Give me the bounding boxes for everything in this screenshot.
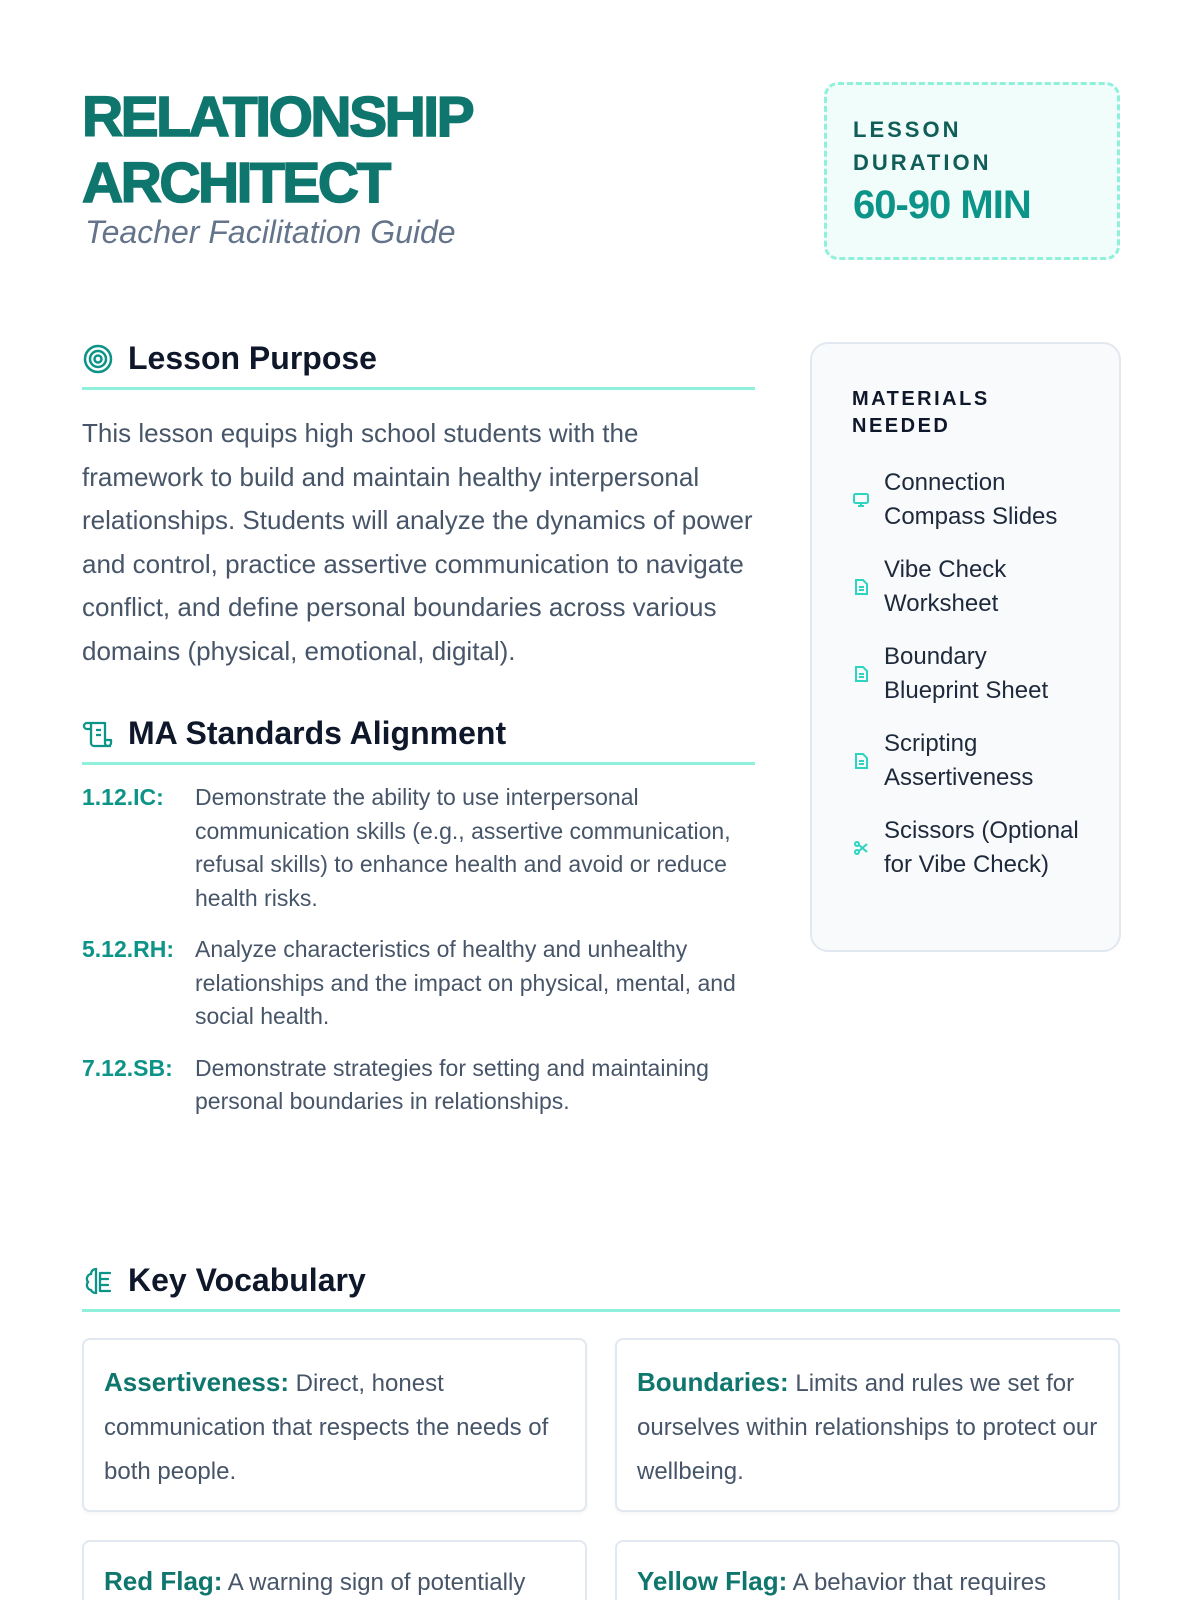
key-vocabulary-section (82, 1262, 1120, 1600)
title-line-2: ARCHITECT (82, 151, 389, 215)
material-label: Scripting Assertiveness (884, 730, 1034, 791)
document-icon (852, 578, 870, 596)
vocabulary-cards (82, 1338, 1120, 1600)
vocab-card (82, 1338, 587, 1512)
vocab-term: Yellow Flag: (637, 1566, 788, 1596)
materials-heading-line-1: MATERIALS (852, 388, 990, 410)
vocab-term: Red Flag: (104, 1566, 223, 1596)
section-title: Key Vocabulary (128, 1262, 366, 1298)
materials-heading (852, 386, 1079, 440)
scroll-icon (82, 718, 114, 750)
section-title: Lesson Purpose (128, 340, 377, 376)
standard-text: Demonstrate the ability to use interpersonal communication skills (e.g., assertive communication, refusal skills) to enhance health and avoid or reduce health risks. (195, 784, 731, 911)
material-item (852, 553, 1079, 621)
duration-label (853, 113, 1091, 179)
standard-code: 5.12.RH: (82, 936, 175, 962)
document-icon (852, 752, 870, 770)
vocab-definition: A behavior that requires (792, 1569, 1047, 1596)
standards-list (82, 781, 755, 1119)
section-title: MA Standards Alignment (128, 715, 507, 751)
standards-heading (82, 715, 755, 765)
material-label: Vibe Check Worksheet (884, 556, 1007, 617)
title-line-1: RELATIONSHIP (82, 85, 473, 149)
duration-label-line-2: DURATION (853, 150, 992, 175)
vocabulary-heading (82, 1262, 1120, 1312)
standard-text: Analyze characteristics of healthy and unhealthy relationships and the impact on physical, mental, and social health. (195, 936, 736, 1029)
vocab-term: Boundaries: (637, 1367, 789, 1397)
standard-text: Demonstrate strategies for setting and maintaining personal boundaries in relationships. (195, 1054, 709, 1114)
lesson-purpose-text: This lesson equips high school students with the framework to build and maintain healthy interpersonal relationships. Students will analyze the dynamics of power and control, practice assertive communication to navigate conflict, and define personal boundaries across various domains (physical, emotional, digital). (82, 418, 753, 666)
vocab-definition: Limits and rules we set for ourselves within relationships to protect our wellbeing. (637, 1370, 1098, 1485)
vocab-card (82, 1540, 587, 1600)
standard-item (82, 781, 755, 915)
vocab-card (615, 1338, 1120, 1512)
material-item (852, 727, 1079, 795)
main-column (82, 340, 755, 1119)
vocab-card (615, 1540, 1120, 1600)
brain-icon (82, 1265, 114, 1297)
lesson-duration-box (824, 82, 1120, 260)
scissors-icon (852, 839, 870, 857)
document-icon (852, 665, 870, 683)
material-label: Scissors (Optional for Vibe Check) (884, 817, 1079, 878)
duration-label-line-1: LESSON (853, 117, 962, 142)
lesson-purpose-heading (82, 340, 755, 390)
material-label: Connection Compass Slides (884, 469, 1058, 530)
duration-value: 60-90 MIN (853, 183, 1031, 227)
standard-code: 1.12.IC: (82, 784, 164, 810)
presentation-icon (852, 491, 870, 509)
standard-item (82, 933, 755, 1034)
material-item (852, 814, 1079, 882)
page-header (82, 84, 1120, 264)
material-item (852, 640, 1079, 708)
standard-item (82, 1052, 755, 1119)
vocab-definition: A warning sign of potentially (227, 1569, 526, 1596)
standard-code: 7.12.SB: (82, 1054, 173, 1081)
materials-panel (810, 342, 1121, 952)
vocab-definition: Direct, honest communication that respects the needs of both people. (104, 1370, 549, 1485)
material-item (852, 466, 1079, 534)
target-icon (82, 343, 114, 375)
materials-heading-line-2: NEEDED (852, 415, 951, 437)
materials-list (852, 466, 1079, 882)
material-label: Boundary Blueprint Sheet (884, 643, 1049, 704)
vocab-term: Assertiveness: (104, 1367, 289, 1397)
page-subtitle: Teacher Facilitation Guide (85, 214, 456, 250)
